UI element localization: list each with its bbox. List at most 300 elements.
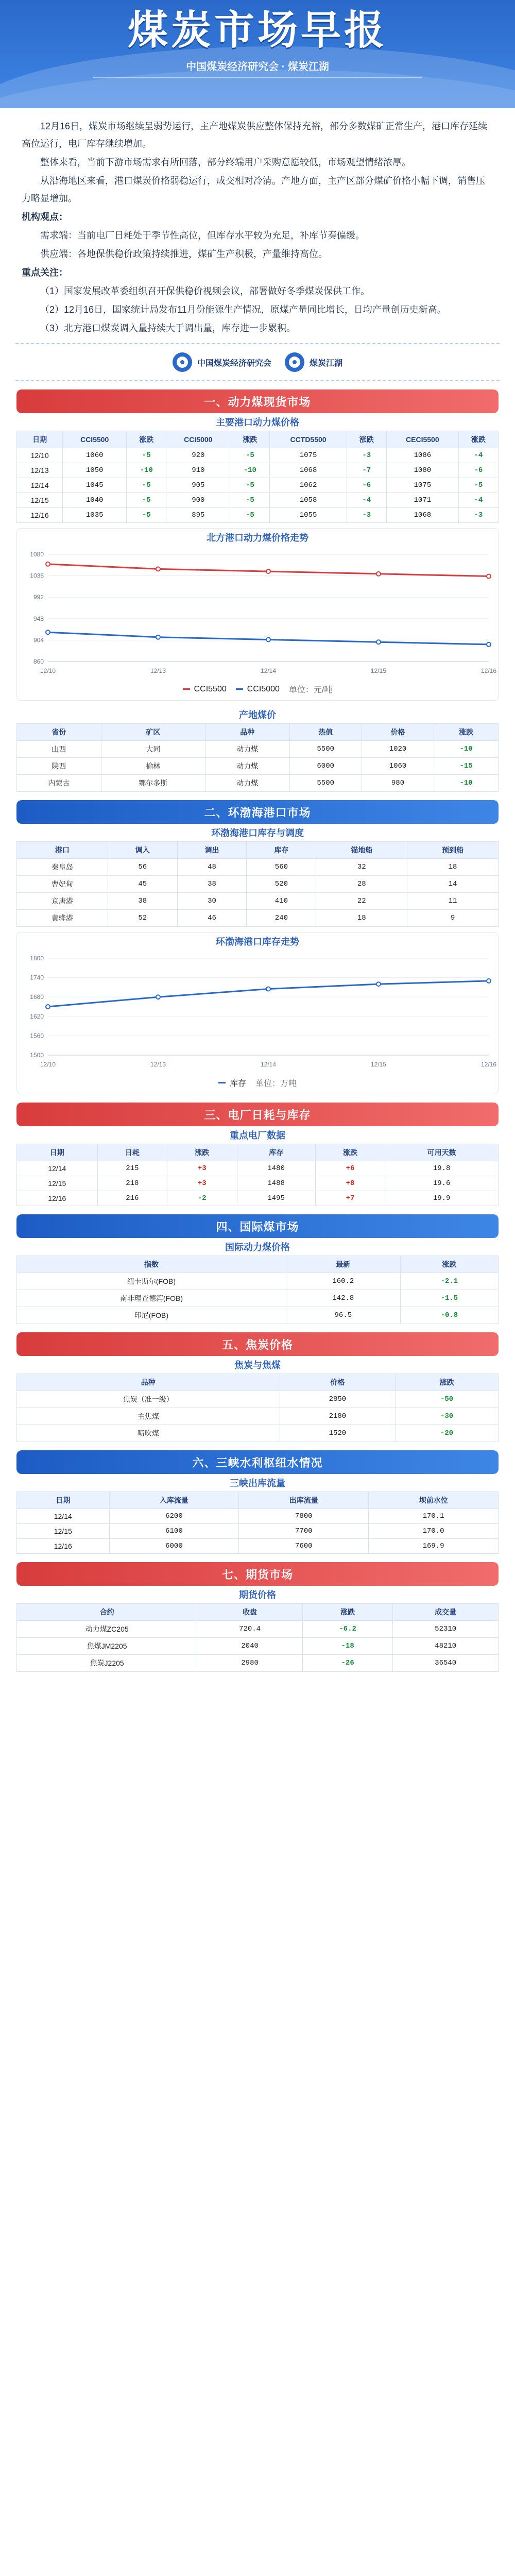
y-tick-label: 1500 [30, 1052, 44, 1059]
page-title: 煤炭市场早报 [127, 7, 387, 54]
x-tick-label: 12/15 [370, 667, 387, 674]
y-tick-label: 1036 [30, 572, 44, 580]
table-cell: 动力煤 [205, 758, 289, 775]
table-row [17, 1524, 499, 1539]
table-cell: 动力煤ZC205 [17, 1621, 197, 1638]
table-cell: 1045 [63, 478, 127, 493]
section-4 [16, 1214, 499, 1324]
table-header-cell: 库存 [237, 1144, 315, 1161]
table-cell: 240 [247, 910, 316, 927]
table-cell: 1495 [237, 1191, 315, 1206]
legend-item-b [236, 683, 280, 695]
table-cell: -50 [396, 1391, 499, 1408]
table-cell: -5 [230, 478, 270, 493]
brand-logo-icon [285, 352, 304, 372]
table-cell: 7600 [239, 1539, 369, 1554]
section-7 [16, 1562, 499, 1672]
table-cell: 2040 [197, 1638, 303, 1655]
table-cell: 218 [97, 1176, 167, 1191]
x-tick-label: 12/13 [150, 667, 166, 674]
table-row [17, 741, 499, 758]
table-header-cell: 日期 [17, 431, 63, 448]
table-cell: 22 [316, 893, 407, 910]
table-cell: 1068 [386, 508, 458, 523]
section-5-table-title: 焦炭与焦煤 [234, 1360, 281, 1370]
summary-line-4: 机构观点： [22, 212, 68, 222]
table-header-cell: 涨跌 [315, 1144, 385, 1161]
table-cell: 曹妃甸 [17, 876, 108, 893]
table-cell: 12/14 [17, 1509, 110, 1524]
table-header-cell: CCI5000 [166, 431, 230, 448]
table-cell: -15 [434, 758, 499, 775]
org-logo-icon [173, 352, 192, 372]
section-1-chart [16, 528, 499, 701]
table-header-cell: 涨跌 [167, 1144, 237, 1161]
table-cell: 陕西 [17, 758, 101, 775]
table-cell: -5 [127, 508, 166, 523]
data-point [376, 640, 381, 644]
table-header-cell: CCI5500 [63, 431, 127, 448]
table-cell: -3 [458, 508, 498, 523]
table-cell: 52 [108, 910, 177, 927]
table-row [17, 758, 499, 775]
table-cell: 410 [247, 893, 316, 910]
table-header-row [17, 431, 499, 448]
table-header-row [17, 1492, 499, 1509]
table-header-cell: 涨跌 [230, 431, 270, 448]
table-header-cell: 品种 [205, 724, 289, 741]
section-1-table1-title: 主要港口动力煤价格 [216, 417, 299, 428]
table-cell: 1488 [237, 1176, 315, 1191]
table-cell: 7800 [239, 1509, 369, 1524]
table-cell: 12/16 [17, 1539, 110, 1554]
table-header-cell: CCTD5500 [270, 431, 347, 448]
summary-line-2: 整体来看，当前下游市场需求有所回落，部分终端用户采购意愿较低，市场观望情绪浓厚。 [40, 157, 411, 167]
table-cell: 12/16 [17, 508, 63, 523]
section-2-table [16, 841, 499, 927]
table-row [17, 1290, 499, 1307]
table-cell: 96.5 [286, 1307, 400, 1324]
summary-line-6: 供应端：各地保供稳价政策持续推进，煤矿生产积极，产量维持高位。 [40, 249, 328, 259]
legend-swatch [218, 1082, 226, 1083]
legend-label: CCI5000 [247, 684, 280, 693]
data-point [487, 642, 491, 647]
table-header-cell: 涨跌 [347, 431, 386, 448]
y-tick-label: 1080 [30, 551, 44, 558]
data-point [266, 569, 270, 573]
section-1-table2 [16, 723, 499, 792]
data-point [376, 982, 381, 986]
table-cell: 12/15 [17, 1524, 110, 1539]
table-header-cell: 价格 [362, 724, 434, 741]
section-2-table-title: 环渤海港口库存与调度 [211, 828, 304, 838]
table-cell: 喷吹煤 [17, 1425, 280, 1442]
table-cell: -5 [458, 478, 498, 493]
table-row [17, 478, 499, 493]
section-2 [16, 800, 499, 1094]
table-cell: 黄骅港 [17, 910, 108, 927]
table-cell: 18 [407, 859, 499, 876]
line-chart [17, 950, 499, 1074]
table-header-cell: 锚地船 [316, 842, 407, 859]
legend-item [218, 1077, 246, 1089]
table-cell: 46 [177, 910, 247, 927]
table-cell: -1.5 [400, 1290, 498, 1307]
section-2-chart-title: 环渤海港口库存走势 [216, 937, 299, 947]
header-divider [93, 77, 422, 78]
section-3-table-title: 重点电厂数据 [230, 1130, 285, 1141]
section-5-banner: 五、焦炭价格 [16, 1332, 499, 1356]
table-cell: -7 [347, 463, 386, 478]
table-cell: 焦炭（准一级） [17, 1391, 280, 1408]
table-cell: 1055 [270, 508, 347, 523]
data-point [487, 979, 491, 983]
table-cell: +3 [167, 1176, 237, 1191]
summary [0, 108, 515, 341]
table-cell: 1080 [386, 463, 458, 478]
table-header-cell: 省份 [17, 724, 101, 741]
table-cell: 14 [407, 876, 499, 893]
table-cell: 焦炭J2205 [17, 1655, 197, 1672]
table-cell: 12/15 [17, 1176, 98, 1191]
table-cell: 895 [166, 508, 230, 523]
table-cell: 6200 [109, 1509, 239, 1524]
legend-swatch [183, 688, 190, 690]
table-cell: 160.2 [286, 1273, 400, 1290]
table-cell: 秦皇岛 [17, 859, 108, 876]
table-cell: -26 [302, 1655, 392, 1672]
table-row [17, 493, 499, 508]
section-7-table [16, 1603, 499, 1672]
table-cell: 12/14 [17, 478, 63, 493]
table-cell: 1058 [270, 493, 347, 508]
table-cell: 30 [177, 893, 247, 910]
table-cell: 12/14 [17, 1161, 98, 1176]
table-cell: -5 [127, 478, 166, 493]
table-cell: -4 [347, 493, 386, 508]
table-cell: 170.0 [369, 1524, 499, 1539]
section-5-table [16, 1374, 499, 1442]
x-tick-label: 12/16 [480, 1061, 497, 1068]
table-row [17, 1638, 499, 1655]
x-tick-label: 12/16 [480, 667, 497, 674]
section-6-table [16, 1492, 499, 1554]
logo-right-text: 煤炭江湖 [310, 359, 343, 368]
table-cell: -6 [458, 463, 498, 478]
table-cell: 560 [247, 859, 316, 876]
table-header-cell: 合约 [17, 1604, 197, 1621]
table-cell: 12/15 [17, 493, 63, 508]
table-cell: 1480 [237, 1161, 315, 1176]
table-cell: 142.8 [286, 1290, 400, 1307]
table-cell: 45 [108, 876, 177, 893]
table-cell: -5 [127, 493, 166, 508]
chart-unit: 单位：万吨 [255, 1079, 297, 1088]
data-point [46, 630, 50, 634]
table-cell: -3 [347, 448, 386, 463]
table-cell: 1075 [386, 478, 458, 493]
chart-legend [17, 1074, 498, 1094]
table-cell: 印尼(FOB) [17, 1307, 286, 1324]
logo-band [15, 343, 500, 381]
section-2-chart [16, 932, 499, 1094]
table-header-row [17, 842, 499, 859]
table-header-cell: 调出 [177, 842, 247, 859]
table-cell: -10 [127, 463, 166, 478]
table-cell: -4 [458, 448, 498, 463]
table-header-row [17, 724, 499, 741]
section-4-table-title: 国际动力煤价格 [225, 1242, 290, 1252]
table-row [17, 1655, 499, 1672]
section-1 [16, 389, 499, 792]
table-cell: 动力煤 [205, 775, 289, 792]
section-4-table [16, 1256, 499, 1324]
table-cell: 48 [177, 859, 247, 876]
section-2-banner: 二、环渤海港口市场 [16, 800, 499, 824]
table-header-row [17, 1144, 499, 1161]
y-tick-label: 948 [33, 615, 44, 622]
y-tick-label: 1800 [30, 955, 44, 962]
table-cell: 28 [316, 876, 407, 893]
table-cell: 905 [166, 478, 230, 493]
table-cell: 216 [97, 1191, 167, 1206]
data-point [46, 1005, 50, 1009]
table-row [17, 775, 499, 792]
table-cell: 38 [108, 893, 177, 910]
x-tick-label: 12/15 [370, 1061, 387, 1068]
table-cell: 9 [407, 910, 499, 927]
summary-line-8: （1）国家发展改革委组织召开保供稳价视频会议，部署做好冬季煤炭保供工作。 [40, 286, 370, 296]
legend-label: 库存 [229, 1079, 246, 1088]
table-cell: 520 [247, 876, 316, 893]
y-tick-label: 992 [33, 594, 44, 601]
section-3-table [16, 1144, 499, 1206]
table-header-cell: 可用天数 [385, 1144, 499, 1161]
data-point [156, 995, 160, 999]
table-cell: 11 [407, 893, 499, 910]
table-cell: -5 [230, 508, 270, 523]
table-cell: 170.1 [369, 1509, 499, 1524]
table-cell: -10 [434, 775, 499, 792]
section-4-banner: 四、国际煤市场 [16, 1214, 499, 1238]
table-row [17, 1176, 499, 1191]
table-cell: 1060 [63, 448, 127, 463]
table-cell: 6100 [109, 1524, 239, 1539]
table-row [17, 859, 499, 876]
table-cell: 6000 [109, 1539, 239, 1554]
y-tick-label: 1560 [30, 1032, 44, 1040]
table-cell: 7700 [239, 1524, 369, 1539]
table-header-cell: 涨跌 [396, 1374, 499, 1391]
table-cell: 1071 [386, 493, 458, 508]
table-cell: +3 [167, 1161, 237, 1176]
table-cell: 36540 [393, 1655, 499, 1672]
table-header-cell: 涨跌 [434, 724, 499, 741]
x-tick-label: 12/14 [260, 667, 277, 674]
table-cell: 榆林 [101, 758, 205, 775]
table-header-cell: 出库流量 [239, 1492, 369, 1509]
table-cell: 19.6 [385, 1176, 499, 1191]
table-row [17, 448, 499, 463]
table-cell: -5 [230, 493, 270, 508]
table-cell: 910 [166, 463, 230, 478]
summary-line-1: 12月16日，煤炭市场继续呈弱势运行，主产地煤炭供应整体保持充裕，部分多数煤矿正常生产，港口库存延续高位运行，电厂库存继续增加。 [22, 121, 488, 149]
table-cell: 南非理查德湾(FOB) [17, 1290, 286, 1307]
table-cell: -10 [230, 463, 270, 478]
table-header-row [17, 1604, 499, 1621]
y-tick-label: 1620 [30, 1012, 44, 1020]
table-cell: 主焦煤 [17, 1408, 280, 1425]
section-1-table1 [16, 431, 499, 523]
table-cell: 720.4 [197, 1621, 303, 1638]
table-row [17, 1509, 499, 1524]
legend-item-a [183, 683, 227, 695]
table-header-cell: 涨跌 [458, 431, 498, 448]
table-header-cell: 日耗 [97, 1144, 167, 1161]
table-header-cell: 港口 [17, 842, 108, 859]
table-cell: -0.8 [400, 1307, 498, 1324]
summary-line-5: 需求端：当前电厂日耗处于季节性高位，但库存水平较为充足，补库节奏偏缓。 [40, 230, 365, 241]
table-row [17, 1425, 499, 1442]
table-cell: 920 [166, 448, 230, 463]
table-cell: 32 [316, 859, 407, 876]
table-header-cell: CECI5500 [386, 431, 458, 448]
chart-legend [17, 680, 498, 700]
section-5 [16, 1332, 499, 1442]
series-line [48, 981, 489, 1007]
legend-swatch [236, 688, 243, 690]
table-cell: 1520 [280, 1425, 396, 1442]
table-cell: +6 [315, 1161, 385, 1176]
table-cell: 169.9 [369, 1539, 499, 1554]
data-point [487, 574, 491, 579]
page-subtitle: 中国煤炭经济研究会 · 煤炭江湖 [186, 61, 329, 73]
table-row [17, 508, 499, 523]
table-cell: 6000 [289, 758, 362, 775]
section-1-banner: 一、动力煤现货市场 [16, 389, 499, 413]
table-header-cell: 入库流量 [109, 1492, 239, 1509]
table-header-cell: 库存 [247, 842, 316, 859]
table-cell: 1062 [270, 478, 347, 493]
table-row [17, 876, 499, 893]
section-3 [16, 1103, 499, 1206]
table-row [17, 1621, 499, 1638]
table-cell: 动力煤 [205, 741, 289, 758]
table-cell: 18 [316, 910, 407, 927]
table-cell: 1050 [63, 463, 127, 478]
table-cell: 12/10 [17, 448, 63, 463]
table-cell: 1040 [63, 493, 127, 508]
table-cell: 山西 [17, 741, 101, 758]
section-1-chart-title: 北方港口动力煤价格走势 [207, 533, 308, 543]
data-point [156, 567, 160, 571]
summary-line-9: （2）12月16日，国家统计局发布11月份能源生产情况，原煤产量同比增长，日均产量创历史新高。 [40, 304, 447, 315]
table-cell: -4 [458, 493, 498, 508]
y-tick-label: 1680 [30, 993, 44, 1001]
logo-left-text: 中国煤炭经济研究会 [197, 359, 271, 368]
table-row [17, 1161, 499, 1176]
data-point [266, 987, 270, 991]
section-1-table2-title: 产地煤价 [239, 710, 276, 720]
table-cell: 1068 [270, 463, 347, 478]
table-cell: 京唐港 [17, 893, 108, 910]
table-header-cell: 价格 [280, 1374, 396, 1391]
table-cell: 52310 [393, 1621, 499, 1638]
table-cell: -20 [396, 1425, 499, 1442]
table-row [17, 463, 499, 478]
line-chart [17, 546, 499, 680]
legend-label: CCI5500 [194, 684, 227, 693]
table-cell: 焦煤JM2205 [17, 1638, 197, 1655]
x-tick-label: 12/13 [150, 1061, 166, 1068]
table-cell: 19.9 [385, 1191, 499, 1206]
table-cell: 56 [108, 859, 177, 876]
table-cell: 5500 [289, 741, 362, 758]
table-row [17, 893, 499, 910]
table-header-cell: 涨跌 [400, 1256, 498, 1273]
summary-line-10: （3）北方港口煤炭调入量持续大于调出量，库存进一步累积。 [40, 323, 296, 333]
table-cell: 900 [166, 493, 230, 508]
chart-unit: 单位：元/吨 [288, 686, 333, 694]
table-cell: -18 [302, 1638, 392, 1655]
table-cell: 215 [97, 1161, 167, 1176]
table-header-cell: 日期 [17, 1144, 98, 1161]
table-header-cell: 涨跌 [302, 1604, 392, 1621]
table-header-row [17, 1374, 499, 1391]
table-cell: -3 [347, 508, 386, 523]
data-point [156, 635, 160, 639]
table-cell: +8 [315, 1176, 385, 1191]
table-row [17, 1307, 499, 1324]
y-tick-label: 904 [33, 636, 44, 644]
table-cell: 2180 [280, 1408, 396, 1425]
table-cell: 980 [362, 775, 434, 792]
table-header-cell: 坝前水位 [369, 1492, 499, 1509]
table-cell: 1035 [63, 508, 127, 523]
table-row [17, 1273, 499, 1290]
table-cell: 19.8 [385, 1161, 499, 1176]
table-cell: -5 [230, 448, 270, 463]
table-header-row [17, 1256, 499, 1273]
table-cell: 2980 [197, 1655, 303, 1672]
table-cell: -6.2 [302, 1621, 392, 1638]
table-row [17, 1191, 499, 1206]
x-tick-label: 12/10 [40, 1061, 56, 1068]
table-cell: 内蒙古 [17, 775, 101, 792]
section-3-banner: 三、电厂日耗与库存 [16, 1103, 499, 1126]
section-6 [16, 1450, 499, 1554]
table-cell: 12/16 [17, 1191, 98, 1206]
table-header-cell: 日期 [17, 1492, 110, 1509]
y-tick-label: 1740 [30, 974, 44, 981]
x-tick-label: 12/14 [260, 1061, 277, 1068]
table-cell: -2.1 [400, 1273, 498, 1290]
table-cell: 1086 [386, 448, 458, 463]
table-cell: +7 [315, 1191, 385, 1206]
summary-line-7: 重点关注： [22, 267, 68, 278]
table-header-cell: 品种 [17, 1374, 280, 1391]
table-cell: 1075 [270, 448, 347, 463]
table-cell: 鄂尔多斯 [101, 775, 205, 792]
logo-right [285, 352, 342, 372]
section-6-table-title: 三峡出库流量 [230, 1478, 285, 1488]
section-7-banner: 七、期货市场 [16, 1562, 499, 1586]
table-header-cell: 最新 [286, 1256, 400, 1273]
table-row [17, 1391, 499, 1408]
table-row [17, 1539, 499, 1554]
x-tick-label: 12/10 [40, 667, 56, 674]
table-header-cell: 收盘 [197, 1604, 303, 1621]
